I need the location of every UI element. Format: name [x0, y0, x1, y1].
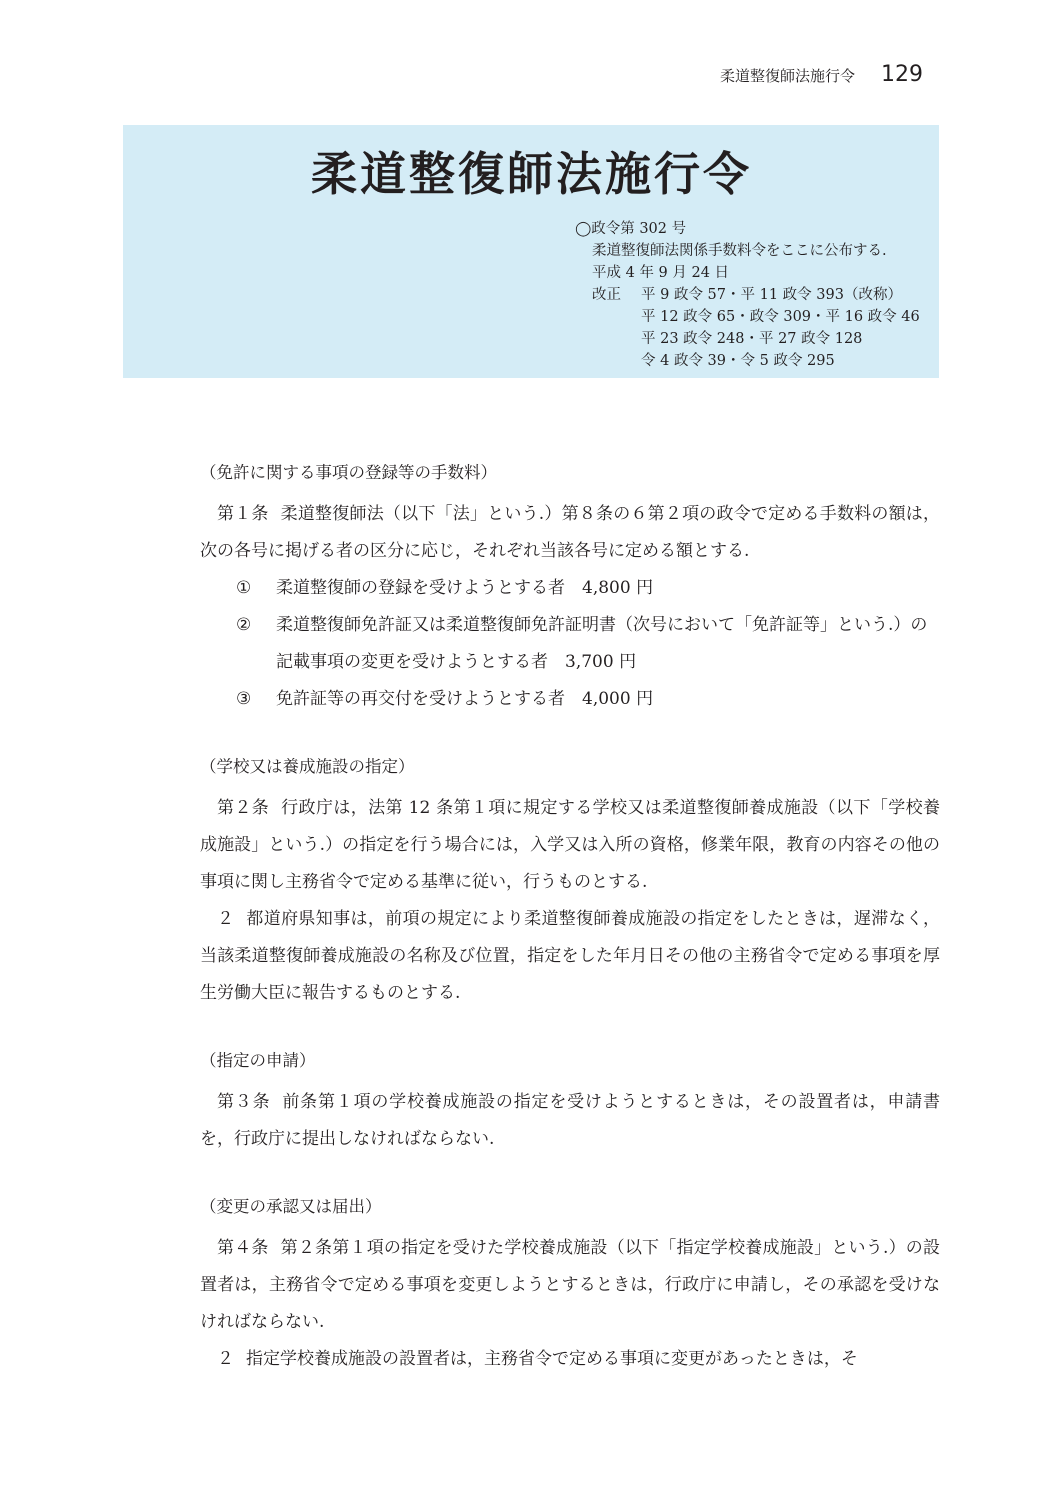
article-paragraph [200, 1084, 940, 1158]
article-text: 柔道整復師法（以下「法」という.）第８条の６第２項の政令で定める手数料の額は，次の各号に掲げる者の区分に応じ，それぞれ当該各号に定める額とする. [200, 504, 941, 561]
article-paragraph [200, 1341, 940, 1378]
amendment-line: 平 9 政令 57・平 11 政令 393（改称） [641, 287, 902, 303]
amendment-label: 改正 [592, 287, 621, 303]
list-item [200, 607, 940, 681]
item-number: ① [236, 578, 252, 598]
article-3 [200, 1048, 940, 1158]
paragraph-text: 指定学校養成施設の設置者は，主務省令で定める事項に変更があったときは，そ [246, 1349, 858, 1369]
running-title: 柔道整復師法施行令 [719, 67, 855, 85]
article-paragraph [200, 790, 940, 901]
article-paragraph [200, 1230, 940, 1341]
article-label: 第４条 [217, 1238, 269, 1258]
article-paragraph [200, 496, 940, 570]
article-text: 行政庁は，法第 12 条第１項に規定する学校又は柔道整復師養成施設（以下「学校養成施設」という.）の指定を行う場合には，入学又は入所の資格，修業年限，教育の内容その他の事項に関し主務省令で定める基準に従い，行うものとする. [200, 798, 940, 892]
promulgation-info [575, 218, 920, 372]
article-label: 第１条 [217, 504, 269, 524]
article-1 [200, 460, 940, 718]
promulgation-text: 柔道整復師法関係手数料令をここに公布する. [592, 243, 887, 259]
running-header [720, 62, 923, 87]
item-number: ② [236, 615, 252, 635]
article-text: 第２条第１項の指定を受けた学校養成施設（以下「指定学校養成施設」という.）の設置者は，主務省令で定める事項を変更しようとするときは，行政庁に申請し，その承認を受けなければならない. [200, 1238, 941, 1332]
article-4 [200, 1194, 940, 1378]
article-heading: （免許に関する事項の登録等の手数料） [200, 463, 497, 482]
item-text: 柔道整復師免許証又は柔道整復師免許証明書（次号において「免許証等」という.）の記載事項の変更を受けようとする者 3,700 円 [276, 615, 928, 672]
item-text: 免許証等の再交付を受けようとする者 4,000 円 [276, 689, 654, 709]
paragraph-number: ２ [217, 909, 235, 929]
article-heading: （変更の承認又は届出） [200, 1197, 382, 1216]
paragraph-number: ２ [217, 1349, 234, 1369]
amendment-line: 平 23 政令 248・平 27 政令 128 [641, 331, 863, 347]
item-number: ③ [236, 689, 252, 709]
article-heading: （指定の申請） [200, 1051, 316, 1070]
ordinance-number: ◯政令第 302 号 [575, 221, 687, 237]
amendment-history [575, 284, 920, 372]
list-item [200, 570, 940, 607]
promulgation-date: 平成 4 年 9 月 24 日 [592, 265, 730, 281]
article-paragraph [200, 901, 940, 1012]
law-body [200, 460, 940, 1414]
item-text: 柔道整復師の登録を受けようとする者 4,800 円 [276, 578, 654, 598]
article-2 [200, 754, 940, 1012]
article-text: 前条第１項の学校養成施設の指定を受けようとするときは，その設置者は，申請書を，行政庁に提出しなければならない. [200, 1092, 941, 1149]
paragraph-text: 都道府県知事は，前項の規定により柔道整復師養成施設の指定をしたときは，遅滞なく，当該柔道整復師養成施設の名称及び位置，指定をした年月日その他の主務省令で定める事項を厚生労働大臣に報告するものとする. [200, 909, 940, 1003]
page-number: 129 [881, 62, 923, 87]
article-label: 第２条 [217, 798, 270, 818]
list-item [200, 681, 940, 718]
article-heading: （学校又は養成施設の指定） [200, 757, 415, 776]
amendment-line: 平 12 政令 65・政令 309・平 16 政令 46 [641, 309, 920, 325]
law-title: 柔道整復師法施行令 [311, 147, 752, 201]
amendment-line: 令 4 政令 39・令 5 政令 295 [641, 353, 835, 369]
article-label: 第３条 [217, 1092, 271, 1112]
